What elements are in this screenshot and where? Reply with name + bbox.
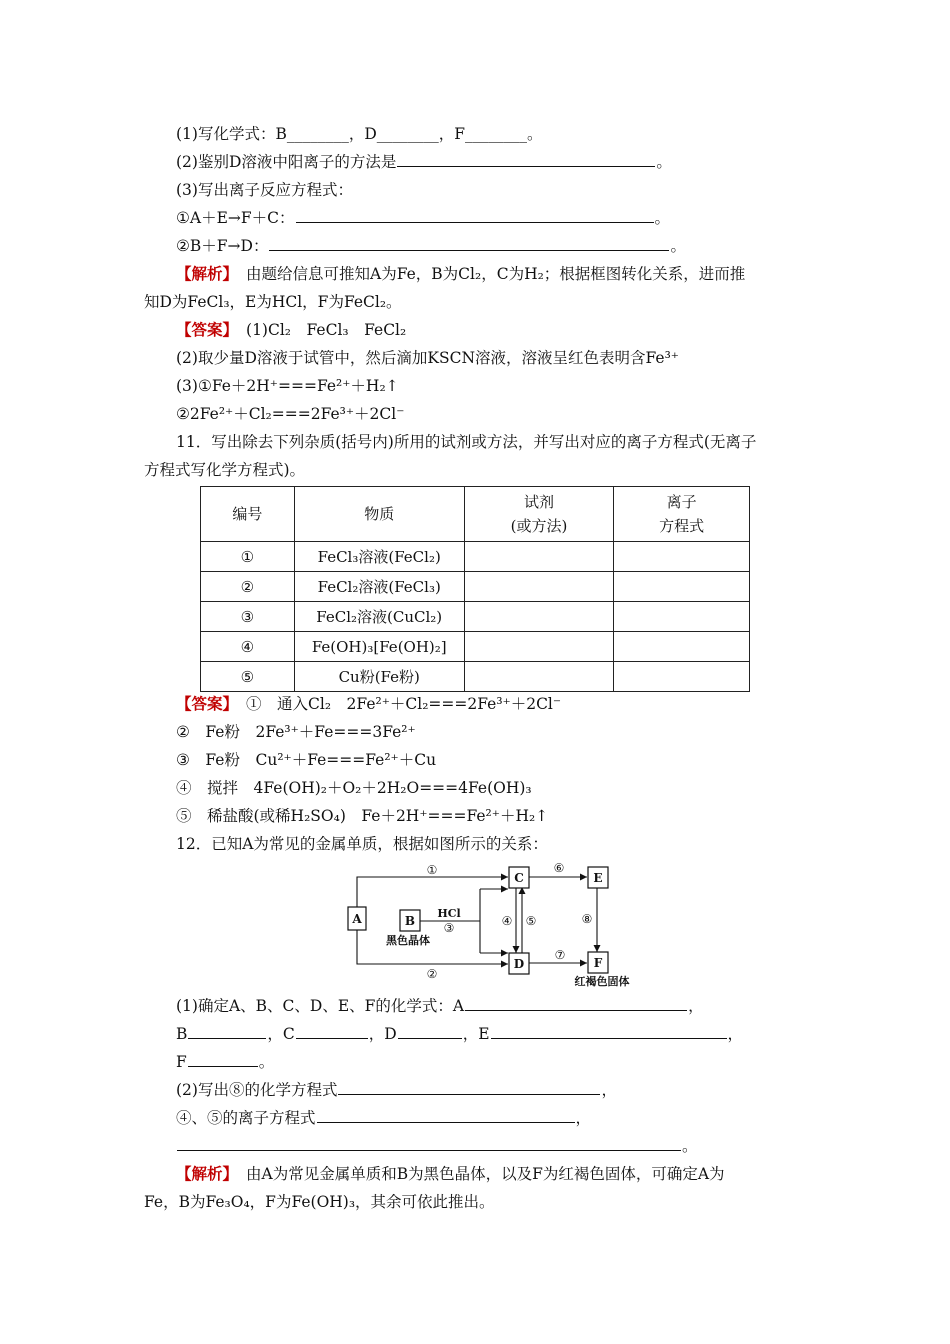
answer-blank	[397, 152, 655, 167]
q10-part2: (2)鉴别D溶液中阳离子的方法是 。	[176, 153, 672, 171]
header-reagent: 试剂 (或方法)	[464, 487, 614, 542]
q12-part2b: ④、⑤的离子方程式 ，	[176, 1109, 592, 1127]
table-row	[201, 572, 750, 602]
label-a: A	[352, 912, 362, 926]
q12-part2b-row2: 。	[176, 1136, 698, 1156]
q12-stem: 12．已知A为常见的金属单质，根据如图所示的关系：	[176, 835, 548, 853]
header-number: 编号	[201, 487, 295, 542]
row-number: ③	[201, 602, 295, 632]
row-number: ②	[201, 572, 295, 602]
q10-answer-line3: (3)①Fe＋2H⁺===Fe²⁺＋H₂↑	[176, 377, 399, 395]
row-reagent-cell	[464, 632, 614, 662]
q10-part3a: ①A＋E→F＋C： 。	[176, 209, 671, 227]
q12-analysis-line1: 【解析】 由A为常见金属单质和B为黑色晶体，以及F为红褐色固体，可确定A为	[176, 1164, 725, 1183]
label-d: D	[513, 957, 525, 971]
q11-answer-line5: ⑤ 稀盐酸(或稀H₂SO₄) Fe＋2H⁺===Fe²⁺＋H₂↑	[176, 807, 549, 825]
label-c: C	[514, 871, 524, 885]
label-f: F	[593, 956, 603, 970]
impurity-table	[200, 486, 750, 692]
row-reagent-cell	[464, 662, 614, 692]
row-equation-cell	[614, 662, 750, 692]
q12-part2: (2)写出⑧的化学方程式 ，	[176, 1081, 617, 1099]
answer-blank	[296, 1024, 368, 1039]
header-substance: 物质	[294, 487, 464, 542]
arrow-2	[357, 930, 508, 964]
q12-part1-row3: F 。	[176, 1053, 275, 1071]
answer-blank	[398, 1024, 462, 1039]
answer-blank	[188, 1052, 258, 1067]
arrow-1	[357, 877, 508, 907]
q12-analysis-line2: Fe，B为Fe₃O₄，F为Fe(OH)₃，其余可依此推出。	[144, 1193, 495, 1211]
table-row	[201, 602, 750, 632]
row-equation-cell	[614, 542, 750, 572]
row-substance: FeCl₂溶液(FeCl₃)	[294, 572, 464, 602]
row-substance: Cu粉(Fe粉)	[294, 662, 464, 692]
label-num-3: ③	[443, 921, 455, 935]
q12-part1-row2: B ，C ，D ，E ，	[176, 1025, 744, 1043]
header-equation: 离子 方程式	[614, 487, 750, 542]
table-row	[201, 542, 750, 572]
row-substance: Fe(OH)₃[Fe(OH)₂]	[294, 632, 464, 662]
q11-answer-line3: ③ Fe粉 Cu²⁺＋Fe===Fe²⁺＋Cu	[176, 751, 437, 769]
row-equation-cell	[614, 632, 750, 662]
label-hcl: HCl	[437, 907, 461, 920]
q10-analysis-line2: 知D为FeCl₃，E为HCl，F为FeCl₂。	[144, 293, 402, 311]
answer-blank	[491, 1024, 727, 1039]
q10-answer-line2: (2)取少量D溶液于试管中，然后滴加KSCN溶液，溶液呈红色表明含Fe³⁺	[176, 349, 679, 367]
q11-stem-line1: 11．写出除去下列杂质(括号内)所用的试剂或方法，并写出对应的离子方程式(无离子	[176, 433, 757, 451]
label-num-2: ②	[426, 967, 438, 981]
row-number: ①	[201, 542, 295, 572]
q12-part1: (1)确定A、B、C、D、E、F的化学式：A ，	[176, 997, 704, 1015]
label-num-8: ⑧	[581, 912, 593, 926]
row-substance: FeCl₂溶液(CuCl₂)	[294, 602, 464, 632]
table-row	[201, 662, 750, 692]
reaction-flow-diagram	[340, 855, 640, 990]
q10-answer-line1: 【答案】 (1)Cl₂ FeCl₃ FeCl₂	[176, 320, 407, 339]
q10-part1: (1)写化学式：B________，D________，F________。	[176, 125, 543, 143]
q11-answer-line2: ② Fe粉 2Fe³⁺＋Fe===3Fe²⁺	[176, 723, 416, 741]
answer-blank	[269, 236, 669, 251]
q11-stem-line2: 方程式写化学方程式)。	[144, 461, 306, 479]
q11-answer-line4: ④ 搅拌 4Fe(OH)₂＋O₂＋2H₂O===4Fe(OH)₃	[176, 779, 532, 797]
row-reagent-cell	[464, 572, 614, 602]
answer-blank	[188, 1024, 266, 1039]
answer-blank	[338, 1080, 600, 1095]
label-num-1: ①	[426, 863, 438, 877]
answer-blank	[177, 1136, 681, 1151]
label-num-7: ⑦	[554, 948, 566, 962]
q11-answer-line1: 【答案】 ① 通入Cl₂ 2Fe²⁺＋Cl₂===2Fe³⁺＋2Cl⁻	[176, 694, 562, 713]
label-num-5: ⑤	[525, 914, 537, 928]
q10-part3: (3)写出离子反应方程式：	[176, 181, 353, 199]
label-red-brown-solid: 红褐色固体	[574, 975, 630, 988]
answer-tag: 【答案】	[176, 320, 239, 339]
row-number: ⑤	[201, 662, 295, 692]
label-e: E	[593, 871, 603, 885]
row-equation-cell	[614, 572, 750, 602]
row-equation-cell	[614, 602, 750, 632]
row-reagent-cell	[464, 602, 614, 632]
row-number: ④	[201, 632, 295, 662]
row-reagent-cell	[464, 542, 614, 572]
label-black-crystal: 黑色晶体	[386, 934, 430, 947]
table-header-row	[201, 487, 750, 542]
label-num-6: ⑥	[553, 861, 565, 875]
label-b: B	[404, 914, 416, 928]
label-num-4: ④	[501, 914, 513, 928]
answer-blank	[465, 996, 687, 1011]
analysis-tag: 【解析】	[176, 1164, 239, 1183]
q10-analysis-line1: 【解析】 由题给信息可推知A为Fe，B为Cl₂，C为H₂；根据框图转化关系，进而推	[176, 264, 746, 283]
answer-blank	[317, 1108, 575, 1123]
analysis-tag: 【解析】	[176, 264, 239, 283]
table-row	[201, 632, 750, 662]
q10-answer-line4: ②2Fe²⁺＋Cl₂===2Fe³⁺＋2Cl⁻	[176, 405, 405, 423]
q10-part3b: ②B＋F→D： 。	[176, 237, 686, 255]
answer-blank	[296, 208, 654, 223]
answer-tag: 【答案】	[176, 694, 239, 713]
row-substance: FeCl₃溶液(FeCl₂)	[294, 542, 464, 572]
